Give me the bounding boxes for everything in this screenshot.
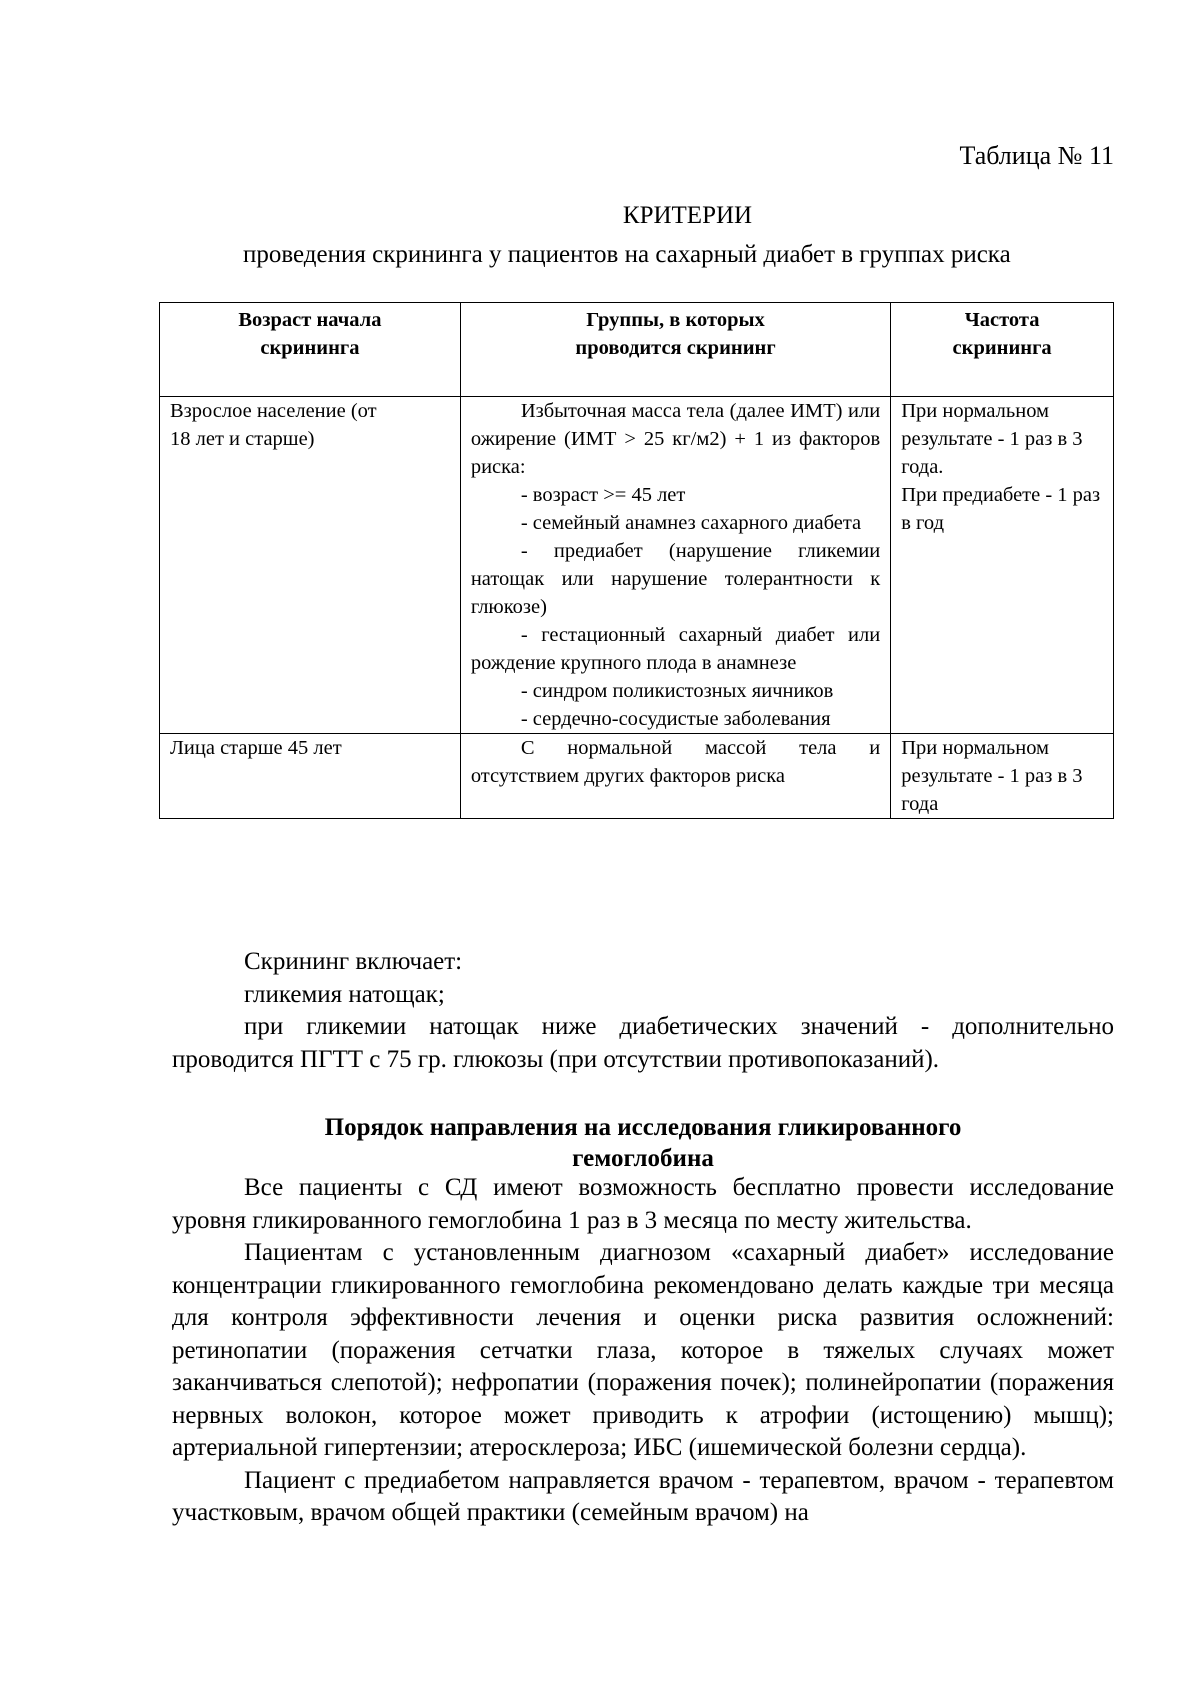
- screening-criteria-table: [159, 302, 1114, 819]
- risk-factor: - гестационный сахарный диабет или рождение крупного плода в анамнезе: [470, 624, 881, 674]
- risk-factor: - синдром поликистозных яичников: [520, 680, 834, 702]
- cell-frequency: При нормальном результате - 1 раз в 3 года: [891, 734, 1114, 819]
- section-body: [172, 1172, 1114, 1530]
- paragraph: Пациент с предиабетом направляется врачом - терапевтом, врачом - терапевтом участковым, врачом общей практики (семейным врачом) на: [172, 1466, 1114, 1526]
- section-heading: Порядок направления на исследования гликированного гемоглобина: [324, 1114, 962, 1172]
- header-groups: Группы, в которых проводится скрининг: [460, 303, 890, 397]
- cell-age: Лица старше 45 лет: [160, 734, 461, 819]
- cell-age: Взрослое население (от 18 лет и старше): [160, 397, 461, 734]
- cell-groups: С нормальной массой тела и отсутствием других факторов риска: [460, 734, 890, 819]
- table-number: Таблица № 11: [959, 141, 1114, 170]
- header-frequency: Частота скрининга: [891, 303, 1114, 397]
- paragraph: Пациентам с установленным диагнозом «сахарный диабет» исследование концентрации гликированного гемоглобина рекомендовано делать каждые три месяца для контроля эффективности лечения и оценки риска развития осложнений: ретинопатии (поражения сетчатки глаза, которое в тяжелых случаях может заканчиваться слепотой); нефропатии (поражения почек); полинейропатии (поражения нервных волокон, которое может приводить к атрофии (истощению) мышц); артериальной гипертензии; атеросклероза; ИБС (ишемической болезни сердца).: [172, 1239, 1114, 1461]
- risk-factor: - возраст >= 45 лет: [520, 484, 686, 506]
- risk-factor: - предиабет (нарушение гликемии натощак или нарушение толерантности к глюкозе): [470, 540, 881, 618]
- risk-factor: - семейный анамнез сахарного диабета: [520, 512, 862, 534]
- paragraph: Все пациенты с СД имеют возможность бесплатно провести исследование уровня гликированного гемоглобина 1 раз в 3 месяца по месту жительства.: [172, 1174, 1114, 1234]
- cell-frequency: При нормальном результате - 1 раз в 3 года. При предиабете - 1 раз в год: [891, 397, 1114, 734]
- table-header-row: [160, 303, 1114, 397]
- risk-factor: - сердечно-сосудистые заболевания: [520, 708, 831, 730]
- screening-text: Скрининг включает: гликемия натощак; при гликемии натощак ниже диабетических значений - дополнительно проводится ПГТТ с 75 гр. глюкозы (при отсутствии противопоказаний).: [172, 948, 1114, 1073]
- document-title: КРИТЕРИИ: [622, 202, 753, 229]
- table-row: [160, 397, 1114, 734]
- document-subtitle: проведения скрининга у пациентов на сахарный диабет в группах риска: [243, 241, 1011, 268]
- table-row: [160, 734, 1114, 819]
- cell-groups: Избыточная масса тела (далее ИМТ) или ожирение (ИМТ > 25 кг/м2) + 1 из факторов риска: - возраст >= 45 лет - семейный анамнез сахарного диабета - предиабет (нарушение гликемии натощак или нарушение толерантности к глюкозе) - гестационный сахарный диабет или рождение крупного плода в анамнезе - синдром поликистозных яичников - сердечно-сосудистые заболевания: [460, 397, 890, 734]
- header-age: Возраст начала скрининга: [160, 303, 461, 397]
